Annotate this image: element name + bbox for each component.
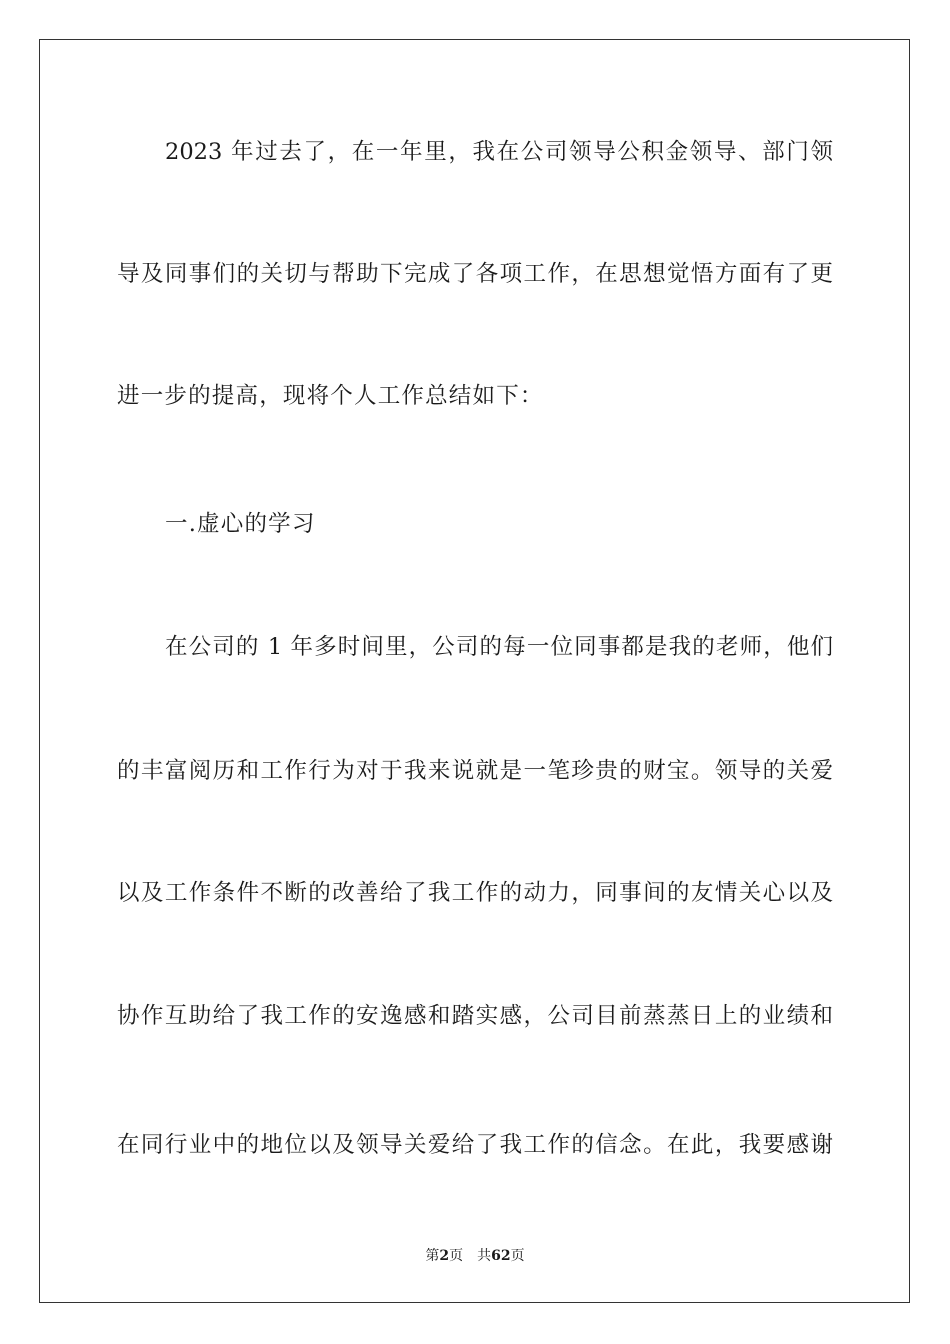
paragraph-line: 在公司的 1 年多时间里，公司的每一位同事都是我的老师，他们 [165,634,833,660]
page-border [39,39,910,1303]
section-heading: 一.虚心的学习 [165,511,316,537]
paragraph-line: 在同行业中的地位以及领导关爱给了我工作的信念。在此，我要感谢 [117,1132,833,1158]
total-prefix: 共 [477,1248,492,1264]
paragraph-line: 的丰富阅历和工作行为对于我来说就是一笔珍贵的财宝。领导的关爱 [117,758,833,784]
page-footer [0,1247,950,1265]
total-suffix: 页 [510,1248,525,1264]
page-prefix: 第 [425,1248,440,1264]
paragraph-line: 导及同事们的关切与帮助下完成了各项工作，在思想觉悟方面有了更 [117,261,833,287]
total-page-count: 62 [491,1248,511,1264]
paragraph-line: 以及工作条件不断的改善给了我工作的动力，同事间的友情关心以及 [117,880,833,906]
paragraph-line: 2023 年过去了，在一年里，我在公司领导公积金领导、部门领 [165,139,833,165]
paragraph-line: 进一步的提高，现将个人工作总结如下： [117,383,544,409]
current-page-number: 2 [439,1248,450,1264]
page-suffix: 页 [449,1248,464,1264]
paragraph-line: 协作互助给了我工作的安逸感和踏实感，公司目前蒸蒸日上的业绩和 [117,1003,833,1029]
